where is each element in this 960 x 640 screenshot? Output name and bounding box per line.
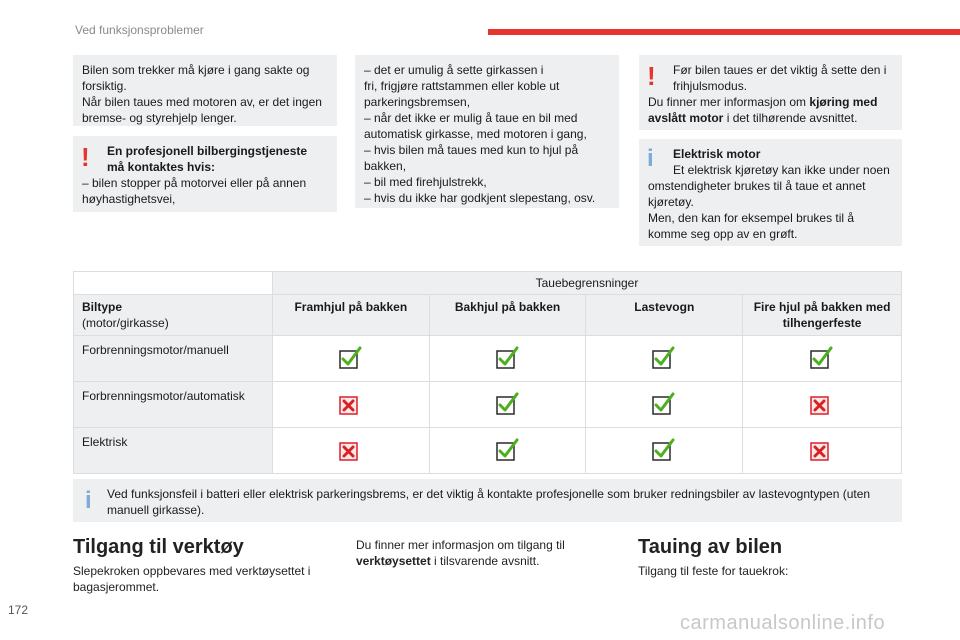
text-line: bagasjerommet. [73,580,160,594]
warning-text: Du finner mer informasjon om [648,95,810,109]
table-row [74,428,902,474]
towing-hook-text: Tilgang til feste for tauekrok: [638,564,789,578]
warning-box-freewheel [639,55,902,130]
info-line: manuell girkasse). [107,503,205,517]
info-line: kjøretøy. [648,195,694,209]
towing-restrictions-table [73,271,902,474]
info-box-electric-motor [639,139,902,246]
mark-cell [272,382,429,428]
warning-box-professional-service [73,136,337,212]
list-line: – det er umulig å sette girkassen i [364,63,544,77]
info-line: omstendigheter brukes til å taue et annet [648,179,866,193]
warning-exclamation-icon: ! [647,61,656,91]
list-line: automatisk girkasse, med motoren i gang, [364,127,587,141]
row-label: Forbrenningsmotor/automatisk [74,382,273,428]
type-sublabel: (motor/girkasse) [82,316,169,330]
info-line: komme seg opp av en grøft. [648,227,798,241]
column-header: Lastevogn [586,295,743,336]
cross-icon [338,438,364,464]
row-label: Forbrenningsmotor/manuell [74,336,273,382]
mark-cell [743,428,902,474]
info-title: Elektrisk motor [673,147,761,161]
list-line: bakken, [364,159,407,173]
note-line: Bilen som trekker må kjøre i gang sakte og [82,63,310,77]
list-line: – bil med firehjulstrekk, [364,175,487,189]
column-header: Bakhjul på bakken [429,295,586,336]
column-header: Fire hjul på bakken med tilhengerfeste [743,295,902,336]
mark-cell [272,336,429,382]
text-line: Du finner mer informasjon om tilgang til [356,538,565,552]
list-line: – hvis du ikke har godkjent slepestang, osv. [364,191,596,205]
info-box-battery-fault [73,479,902,522]
table-group-header: Tauebegrensninger [272,272,901,295]
list-line: parkeringsbremsen, [364,95,471,109]
check-icon [651,438,677,464]
type-label: Biltype [82,300,123,314]
check-icon [809,346,835,372]
check-icon [338,346,364,372]
warning-text: i det tilhørende avsnittet. [723,111,858,125]
text-fragment: i tilsvarende avsnitt. [430,554,540,568]
info-line: Men, den kan for eksempel brukes til å [648,211,855,225]
heading-tool-access: Tilgang til verktøy [73,536,244,558]
check-icon [495,438,521,464]
tool-access-text [73,563,343,595]
warning-exclamation-icon: ! [81,142,90,172]
info-line: Ved funksjonsfeil i batteri eller elektrisk parkeringsbrems, er det viktig å kontakte profesjonelle som bruker redningsbiler av lastevogntypen (uten [107,487,871,501]
note-line: Når bilen taues med motoren av, er det ingen [82,95,322,109]
mark-cell [586,382,743,428]
mark-cell [272,428,429,474]
heading-towing-vehicle: Tauing av bilen [638,536,783,558]
text-line [356,553,626,569]
list-line: – når det ikke er mulig å taue en bil med [364,111,578,125]
mark-cell [429,428,586,474]
warning-link-text: avslått motor [648,111,724,125]
page-number: 172 [8,603,29,617]
toolkit-reference-text [356,537,626,569]
info-icon: i [647,145,654,172]
warning-line: høyhastighetsvei, [82,192,176,206]
list-line: fri, frigjøre rattstammen eller koble ut [364,79,560,93]
watermark-text: carmanualsonline.info [680,612,886,634]
toolkit-link-text: verktøysettet [356,554,431,568]
note-line: bremse- og styrehjelp lenger. [82,111,237,125]
row-label: Elektrisk [74,428,273,474]
cross-icon [809,392,835,418]
warning-line: Før bilen taues er det viktig å sette den i [673,63,887,77]
check-icon [495,346,521,372]
warning-line [648,110,893,126]
table-corner-cell [74,272,273,295]
note-line: forsiktig. [82,79,127,93]
text-line: Slepekroken oppbevares med verktøysettet i [73,564,311,578]
header-accent-bar [488,29,960,35]
warning-title: må kontaktes hvis: [107,160,216,174]
warning-link-text: kjøring med [809,95,878,109]
cross-icon [338,392,364,418]
warning-title: En profesjonell bilbergingstjeneste [107,144,308,158]
mark-cell [743,336,902,382]
warning-line [648,94,893,110]
list-box-conditions [355,55,619,208]
warning-line: frihjulsmodus. [673,79,748,93]
check-icon [651,346,677,372]
check-icon [495,392,521,418]
cross-icon [809,438,835,464]
warning-line: – bilen stopper på motorvei eller på annen [82,176,307,190]
mark-cell [586,336,743,382]
section-title: Ved funksjonsproblemer [75,23,204,37]
check-icon [651,392,677,418]
table-row [74,382,902,428]
mark-cell [429,336,586,382]
mark-cell [429,382,586,428]
mark-cell [743,382,902,428]
info-line: Et elektrisk kjøretøy kan ikke under noen [673,163,890,177]
mark-cell [586,428,743,474]
table-type-header [74,295,273,336]
column-header: Framhjul på bakken [272,295,429,336]
table-row [74,336,902,382]
note-box-towing-vehicle [73,55,337,126]
info-icon: i [85,487,92,514]
list-line: – hvis bilen må taues med kun to hjul på [364,143,579,157]
